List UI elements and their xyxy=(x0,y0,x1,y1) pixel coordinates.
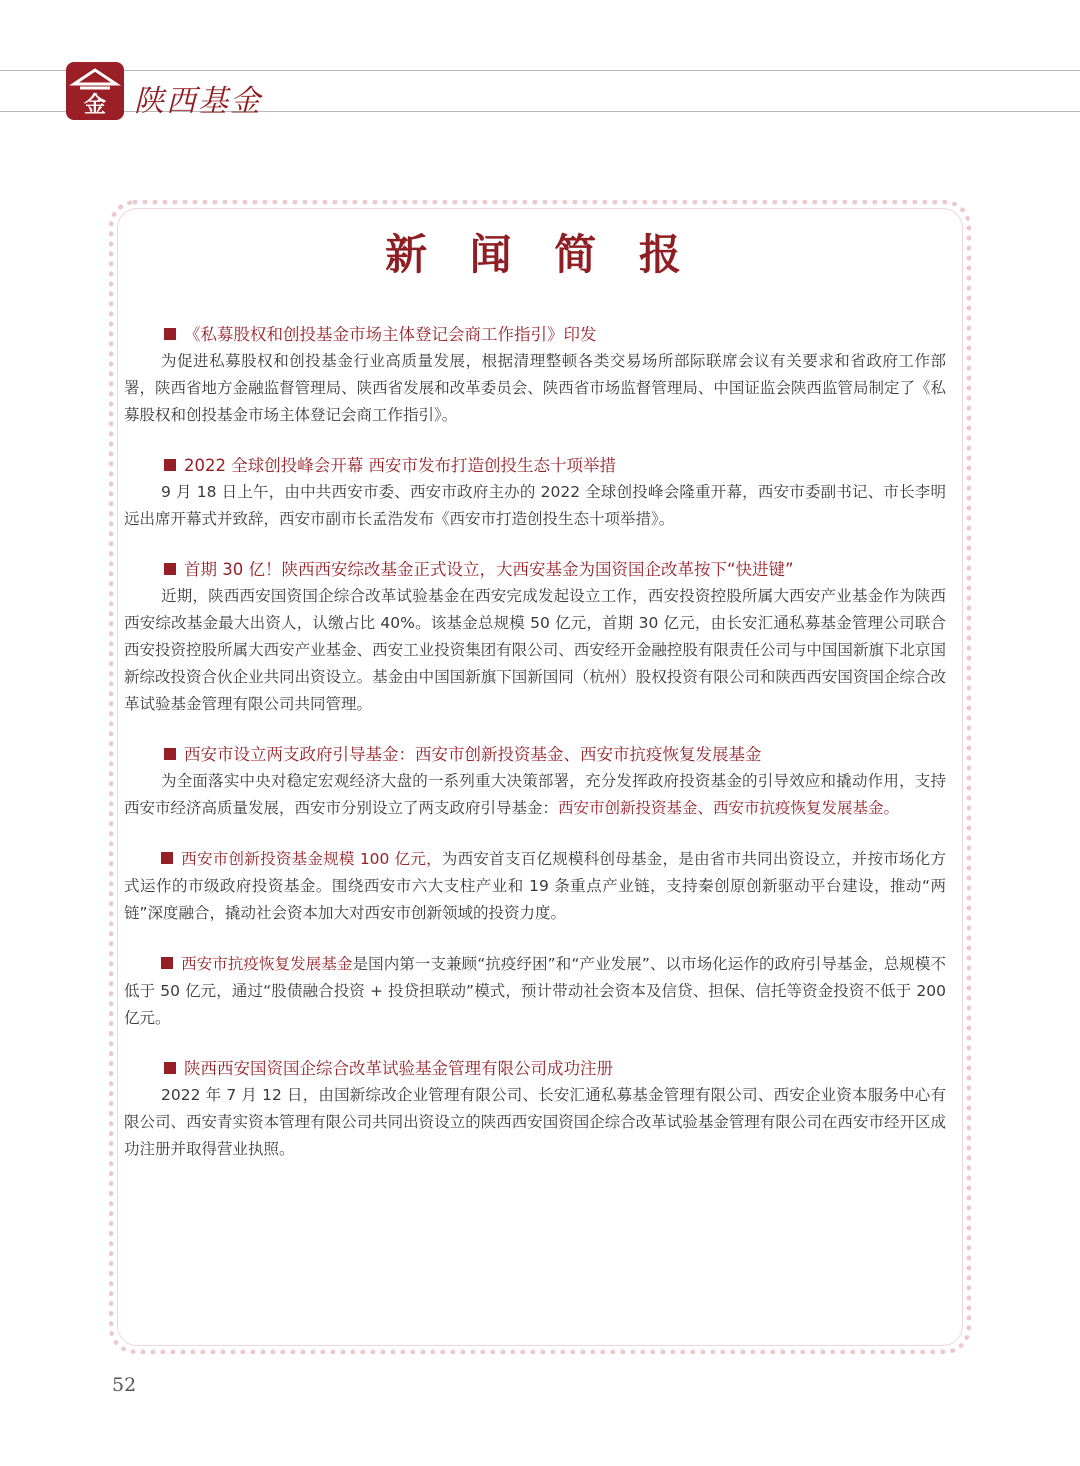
news-item xyxy=(124,1056,946,1163)
news-heading: 西安市设立两支政府引导基金：西安市创新投资基金、西安市抗疫恢复发展基金 xyxy=(124,742,946,768)
highlight-text: 西安市创新投资基金、西安市抗疫恢复发展基金。 xyxy=(558,799,900,817)
page-title: 新 闻 简 报 xyxy=(385,230,695,279)
bullet-square-icon xyxy=(161,852,173,864)
news-body: 西安市创新投资基金规模 100 亿元，为西安首支百亿规模科创母基金，是由省市共同出资设立，并按市场化方式运作的市级政府投资基金。围绕西安市六大支柱产业和 19 条重点产业链，支持秦创原创新驱动平台建设，推动“两链”深度融合，撬动社会资本加大对西安市创新领域的投资力度。 xyxy=(124,850,946,922)
news-item xyxy=(124,557,946,718)
pavilion-seal-icon xyxy=(66,62,124,120)
news-body: 西安市抗疫恢复发展基金是国内第一支兼顾“抗疫纾困”和“产业发展”、以市场化运作的政府引导基金，总规模不低于 50 亿元，通过“股债融合投资 + 投贷担联动”模式，预计带动社会资本及信贷、担保、信托等资金投资不低于 200 亿元。 xyxy=(124,955,946,1027)
news-body: 为促进私募股权和创投基金行业高质量发展，根据清理整顿各类交易场所部际联席会议有关要求和省政府工作部署，陕西省地方金融监督管理局、陕西省发展和改革委员会、陕西省市场监督管理局、中国证监会陕西监管局制定了《私募股权和创投基金市场主体登记会商工作指引》。 xyxy=(124,352,946,424)
news-item xyxy=(124,846,946,927)
news-item xyxy=(124,453,946,533)
news-heading: 2022 全球创投峰会开幕 西安市发布打造创投生态十项举措 xyxy=(124,453,946,479)
news-heading: 《私募股权和创投基金市场主体登记会商工作指引》印发 xyxy=(124,322,946,348)
bullet-square-icon xyxy=(161,957,173,969)
brand-name: 陕西基金 xyxy=(134,84,262,119)
news-body: 为全面落实中央对稳定宏观经济大盘的一系列重大决策部署，充分发挥政府投资基金的引导效应和撬动作用，支持西安市经济高质量发展，西安市分别设立了两支政府引导基金：西安市创新投资基金、西安市抗疫恢复发展基金。 xyxy=(124,772,946,817)
news-heading: 陕西西安国资国企综合改革试验基金管理有限公司成功注册 xyxy=(124,1056,946,1082)
news-body: 9 月 18 日上午，由中共西安市委、西安市政府主办的 2022 全球创投峰会隆重开幕，西安市委副书记、市长李明远出席开幕式并致辞，西安市副市长孟浩发布《西安市打造创投生态十项举措》。 xyxy=(124,483,946,528)
page-number: 52 xyxy=(112,1374,137,1396)
news-body: 近期，陕西西安国资国企综合改革试验基金在西安完成发起设立工作，西安投资控股所属大西安产业基金作为陕西西安综改基金最大出资人，认缴占比 40%。该基金总规模 50 亿元，首期 30 亿元，由长安汇通私募基金管理公司联合西安投资控股所属大西安产业基金、西安工业投资集团有限公司、西安经开金融控股有限责任公司与中国国新旗下北京国新综改投资合伙企业共同出资设立。基金由中国国新旗下国新国同（杭州）股权投资有限公司和陕西西安国资国企综合改革试验基金管理有限公司共同管理。 xyxy=(124,587,946,713)
bullet-square-icon xyxy=(164,459,176,471)
news-item xyxy=(124,951,946,1032)
header-rule-top xyxy=(0,70,1080,71)
news-heading: 首期 30 亿！陕西西安综改基金正式设立，大西安基金为国资国企改革按下“快进键” xyxy=(124,557,946,583)
highlight-text: 西安市创新投资基金规模 100 亿元， xyxy=(181,850,442,868)
bullet-square-icon xyxy=(164,1062,176,1074)
logo-glyph: 金 xyxy=(83,92,107,118)
news-item xyxy=(124,742,946,822)
news-item xyxy=(124,322,946,429)
news-list xyxy=(124,322,946,1187)
bullet-square-icon xyxy=(164,748,176,760)
highlight-text: 西安市抗疫恢复发展基金 xyxy=(181,955,353,973)
news-body: 2022 年 7 月 12 日，由国新综改企业管理有限公司、长安汇通私募基金管理有限公司、西安企业资本服务中心有限公司、西安青实资本管理有限公司共同出资设立的陕西西安国资国企综合改革试验基金管理有限公司在西安市经开区成功注册并取得营业执照。 xyxy=(124,1086,946,1158)
bullet-square-icon xyxy=(164,563,176,575)
bullet-square-icon xyxy=(164,328,176,340)
